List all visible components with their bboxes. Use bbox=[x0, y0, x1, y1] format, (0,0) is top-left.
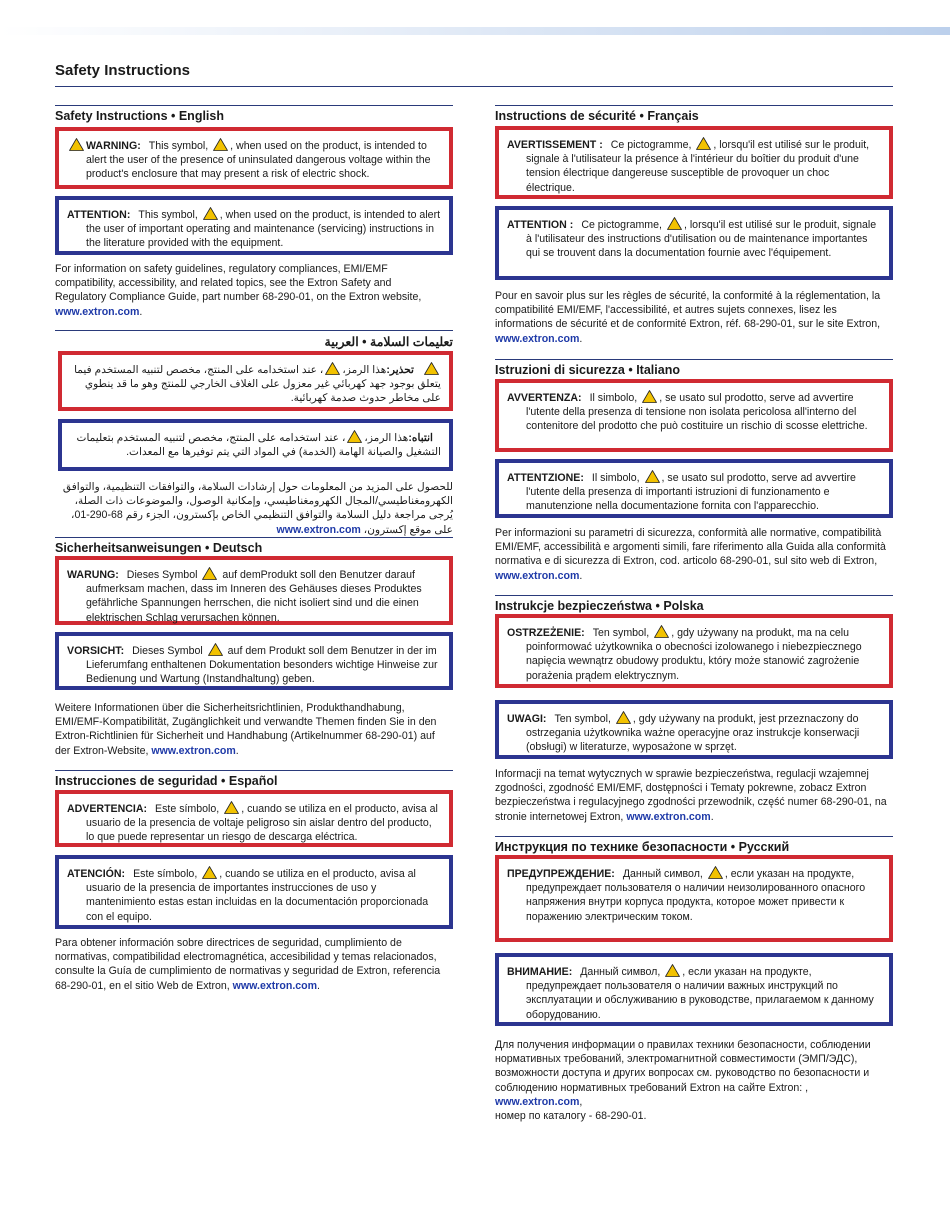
caution-triangle-icon bbox=[665, 964, 680, 977]
italiano-warning-box: AVVERTENZA: Il simbolo, , se usato sul prodotto, serve ad avvertire l'utente della presenza di tensione non isolata pericolosa all'interno del contenitore del prodotto che può costituire un rischio di scosse elettriche. bbox=[495, 379, 893, 452]
caution-triangle-icon bbox=[667, 217, 682, 230]
russian-info-paragraph: Для получения информации о правилах техники безопасности, соблюдении нормативных требований, электромагнитной совместимости (ЭМП/ЭДС), возможности доступа и других вопросах см. руководство по безопасности и соблюдению нормативных требований Extron на сайте Extron: , www.extron.com, номер по каталогу - 68-290-01. bbox=[495, 1039, 871, 1123]
section-heading: Safety Instructions • English bbox=[55, 105, 453, 129]
extron-website-link[interactable]: www.extron.com bbox=[626, 810, 711, 823]
francais-warning-box: AVERTISSEMENT : Ce pictogramme, , lorsqu'il est utilisé sur le produit, signale à l'utilisateur la présence à l'intérieur du boîtier du produit d'une tension électrique dangereuse susceptible de provoquer un choc électrique. bbox=[495, 126, 893, 199]
deutsch-attention-box: VORSICHT: Dieses Symbol auf dem Produkt soll dem Benutzer in der im Lieferumfang enthaltenen Dokumentation besonders wichtige Hinweise zur Bedienung und Wartung (Instandhaltung) geben. bbox=[55, 632, 453, 690]
warning-triangle-icon bbox=[654, 625, 669, 638]
extron-website-link[interactable]: www.extron.com bbox=[232, 979, 318, 992]
polska-info-paragraph: Informacji na temat wytycznych w sprawie bezpieczeństwa, regulacji wzajemnej zgodności, zgodność EMI/EMF, dostępności i Tematy pokrewne, zobacz Extron bezpieczeństwa i regulacyjnego zgodności przewodnik, część numer 68-290-01, na stronie internetowej Extron, www.extron.com. bbox=[495, 768, 887, 823]
espanol-warning-box: ADVERTENCIA: Este símbolo, , cuando se utiliza en el producto, avisa al usuario de la presencia de voltaje peligroso sin aislar dentro del producto, lo que puede representar un riesgo de descarga eléctrica. bbox=[55, 790, 453, 847]
section-english bbox=[55, 105, 453, 129]
caution-triangle-icon bbox=[347, 430, 362, 443]
russian-warning-box: ПРЕДУПРЕЖДЕНИЕ: Данный символ, , если указан на продукте, предупреждает пользователя о наличии неизолированного опасного напряжения внутри корпуса продукта, которое может привести к поражению электрическим током. bbox=[495, 855, 893, 942]
caution-triangle-icon bbox=[202, 866, 217, 879]
warning-triangle-icon bbox=[708, 866, 723, 879]
francais-info-paragraph: Pour en savoir plus sur les règles de sécurité, la conformité à la réglementation, la compatibilité EMI/EMF, l'accessibilité, et autres sujets connexes, lisez les informations de sécurité et de conformité Extron, réf. 68-290-01, sur le site Extron, www.extron.com. bbox=[495, 290, 881, 345]
italiano-info-paragraph: Per informazioni su parametri di sicurezza, conformità alle normative, compatibilità EMI/EMF, accessibilità e argomenti simili, fare riferimento alla Guida alla conformità normativa e di sicurezza di Extron, cod. articolo 68-290-01, sul sito web di Extron, www.extron.com. bbox=[495, 527, 886, 582]
section-heading: Istruzioni di sicurezza • Italiano bbox=[495, 359, 893, 383]
arabic-warning-box: تحذير:هذا الرمز،، عند استخدامه على المنتج، مخصص لتنبيه المستخدم فيما يتعلق بوجود جهد كهربائي غير معزول على الغلاف الخارجي للمنتج وهو ما قد ينطوي على مخاطر حدوث صدمة كهربائية. bbox=[58, 351, 453, 411]
warning-triangle-icon bbox=[424, 362, 439, 375]
header-gradient-bar bbox=[0, 27, 950, 35]
extron-website-link[interactable]: www.extron.com bbox=[55, 305, 140, 318]
title-divider bbox=[55, 86, 893, 87]
extron-website-link[interactable]: www.extron.com bbox=[495, 1095, 580, 1108]
polska-attention-box: UWAGI: Ten symbol, , gdy używany na produkt, jest przeznaczony do ostrzegania użytkownika ważne operacyjne oraz instrukcje konserwacji (obsługi) w literaturze, wyposażone w sprzęt. bbox=[495, 700, 893, 759]
warning-triangle-icon bbox=[325, 362, 340, 375]
arabic-attention-box: انتباه:هذا الرمز،، عند استخدامه على المنتج، مخصص لتنبيه المستخدم بتعليمات التشغيل والصيانة الهامة (الخدمة) في المواد التي يتم توفيرها مع المعدات. bbox=[58, 419, 453, 471]
english-attention-box: ATTENTION: This symbol, , when used on the product, is intended to alert the user of important operating and maintenance (servicing) instructions in the literature provided with the equipment. bbox=[55, 196, 453, 255]
francais-attention-box: ATTENTION : Ce pictogramme, , lorsqu'il est utilisé sur le produit, signale à l'utilisateur des instructions d'utilisation ou de maintenance importantes qui se trouvent dans la documentation fournie avec l'équipement. bbox=[495, 206, 893, 280]
deutsch-info-paragraph: Weitere Informationen über die Sicherheitsrichtlinien, Produkthandhabung, EMI/EMF-Kompatibilität, Zugänglichkeit und verwandte Themen finden Sie in den Extron-Richtlinien für Sicherheit und Handhabung (Artikelnummer 68-290-01) auf der Extron-Website, www.extron.com. bbox=[55, 702, 437, 757]
section-heading: تعليمات السلامة • العربية bbox=[55, 330, 453, 354]
page-title: Safety Instructions bbox=[55, 62, 191, 79]
warning-triangle-icon bbox=[642, 390, 657, 403]
italiano-attention-box: ATTENTZIONE: Il simbolo, , se usato sul prodotto, serve ad avvertire l'utente della presenza di importanti istruzioni di funzionamento e manutenzione nella documentazione fornita con l'apparecchio. bbox=[495, 459, 893, 518]
caution-triangle-icon bbox=[645, 470, 660, 483]
extron-website-link[interactable]: www.extron.com bbox=[495, 569, 580, 582]
section-heading: Instrukcje bezpieczeństwa • Polska bbox=[495, 595, 893, 619]
english-info-paragraph: For information on safety guidelines, regulatory compliances, EMI/EMF compatibility, accessibility, and related topics, see the Extron Safety and Regulatory Compliance Guide, part number 68-290-01, on the Extron website, www.extron.com. bbox=[55, 263, 422, 318]
polska-warning-box: OSTRZEŻENIE: Ten symbol, , gdy używany na produkt, ma na celu poinformować użytkownika o obecności izolowanego i niebezpiecznego napięcia wewnątrz obudowy produktu, który może stanowić zagrożenie porażenia prądem elektrycznym. bbox=[495, 614, 893, 688]
warning-triangle-icon bbox=[696, 137, 711, 150]
espanol-attention-box: ATENCIÓN: Este símbolo, , cuando se utiliza en el producto, avisa al usuario de la presencia de importantes instrucciones de uso y mantenimiento estas estan incluidas en la documentación proporcionada con el equipo. bbox=[55, 855, 453, 929]
deutsch-warning-box: WARUNG: Dieses Symbol auf demProdukt soll den Benutzer darauf aufmerksam machen, dass im Inneren des Gehäuses dieses Produktes gefährliche Spannungen herrschen, die nicht isoliert sind und die einen elektrischen Schlag verursachen können. bbox=[55, 556, 453, 625]
extron-website-link[interactable]: www.extron.com bbox=[151, 744, 236, 757]
warning-triangle-icon bbox=[224, 801, 239, 814]
warning-triangle-icon bbox=[213, 138, 228, 151]
caution-triangle-icon bbox=[208, 643, 223, 656]
warning-triangle-icon bbox=[202, 567, 217, 580]
section-heading: Instructions de sécurité • Français bbox=[495, 105, 893, 129]
espanol-info-paragraph: Para obtener información sobre directrices de seguridad, cumplimiento de normativas, compatibilidad electromagnética, accesibilidad y temas relacionados, consulte la Guía de cumplimiento de normativas y seguridad de Extron, referencia 68-290-01, en el sitio Web de Extron, www.extron.com. bbox=[55, 937, 441, 992]
russian-attention-box: ВНИМАНИЕ: Данный символ, , если указан на продукте, предупреждает пользователя о наличии важных инструкций по эксплуатации и обслуживанию в руководстве, прилагаемом к данному оборудованию. bbox=[495, 953, 893, 1026]
extron-website-link[interactable]: www.extron.com bbox=[495, 332, 580, 345]
arabic-info-paragraph: للحصول على المزيد من المعلومات حول إرشادات السلامة، والتوافقات التنظيمية، والتوافق الكهرومغناطيسي/المجال الكهرومغناطيسي، وإمكانية الوصول، والموضوعات ذات الصلة، يُرجى مراجعة دليل السلامة والتوافق التنظيمي الخاص بإكسترون، الجزء رقم 68-290-01، على موقع إكسترون، www.extron.com bbox=[62, 481, 453, 536]
section-heading: Инструкция по технике безопасности • Русский bbox=[495, 836, 893, 860]
warning-triangle-icon bbox=[69, 138, 84, 151]
english-warning-box: WARNING: This symbol, , when used on the product, is intended to alert the user of the presence of uninsulated dangerous voltage within the product's enclosure that may present a risk of electric shock. bbox=[55, 127, 453, 189]
caution-triangle-icon bbox=[616, 711, 631, 724]
section-heading: Instrucciones de seguridad • Español bbox=[55, 770, 453, 794]
section-heading: Sicherheitsanweisungen • Deutsch bbox=[55, 537, 453, 561]
caution-triangle-icon bbox=[203, 207, 218, 220]
extron-website-link[interactable]: www.extron.com bbox=[276, 523, 361, 536]
